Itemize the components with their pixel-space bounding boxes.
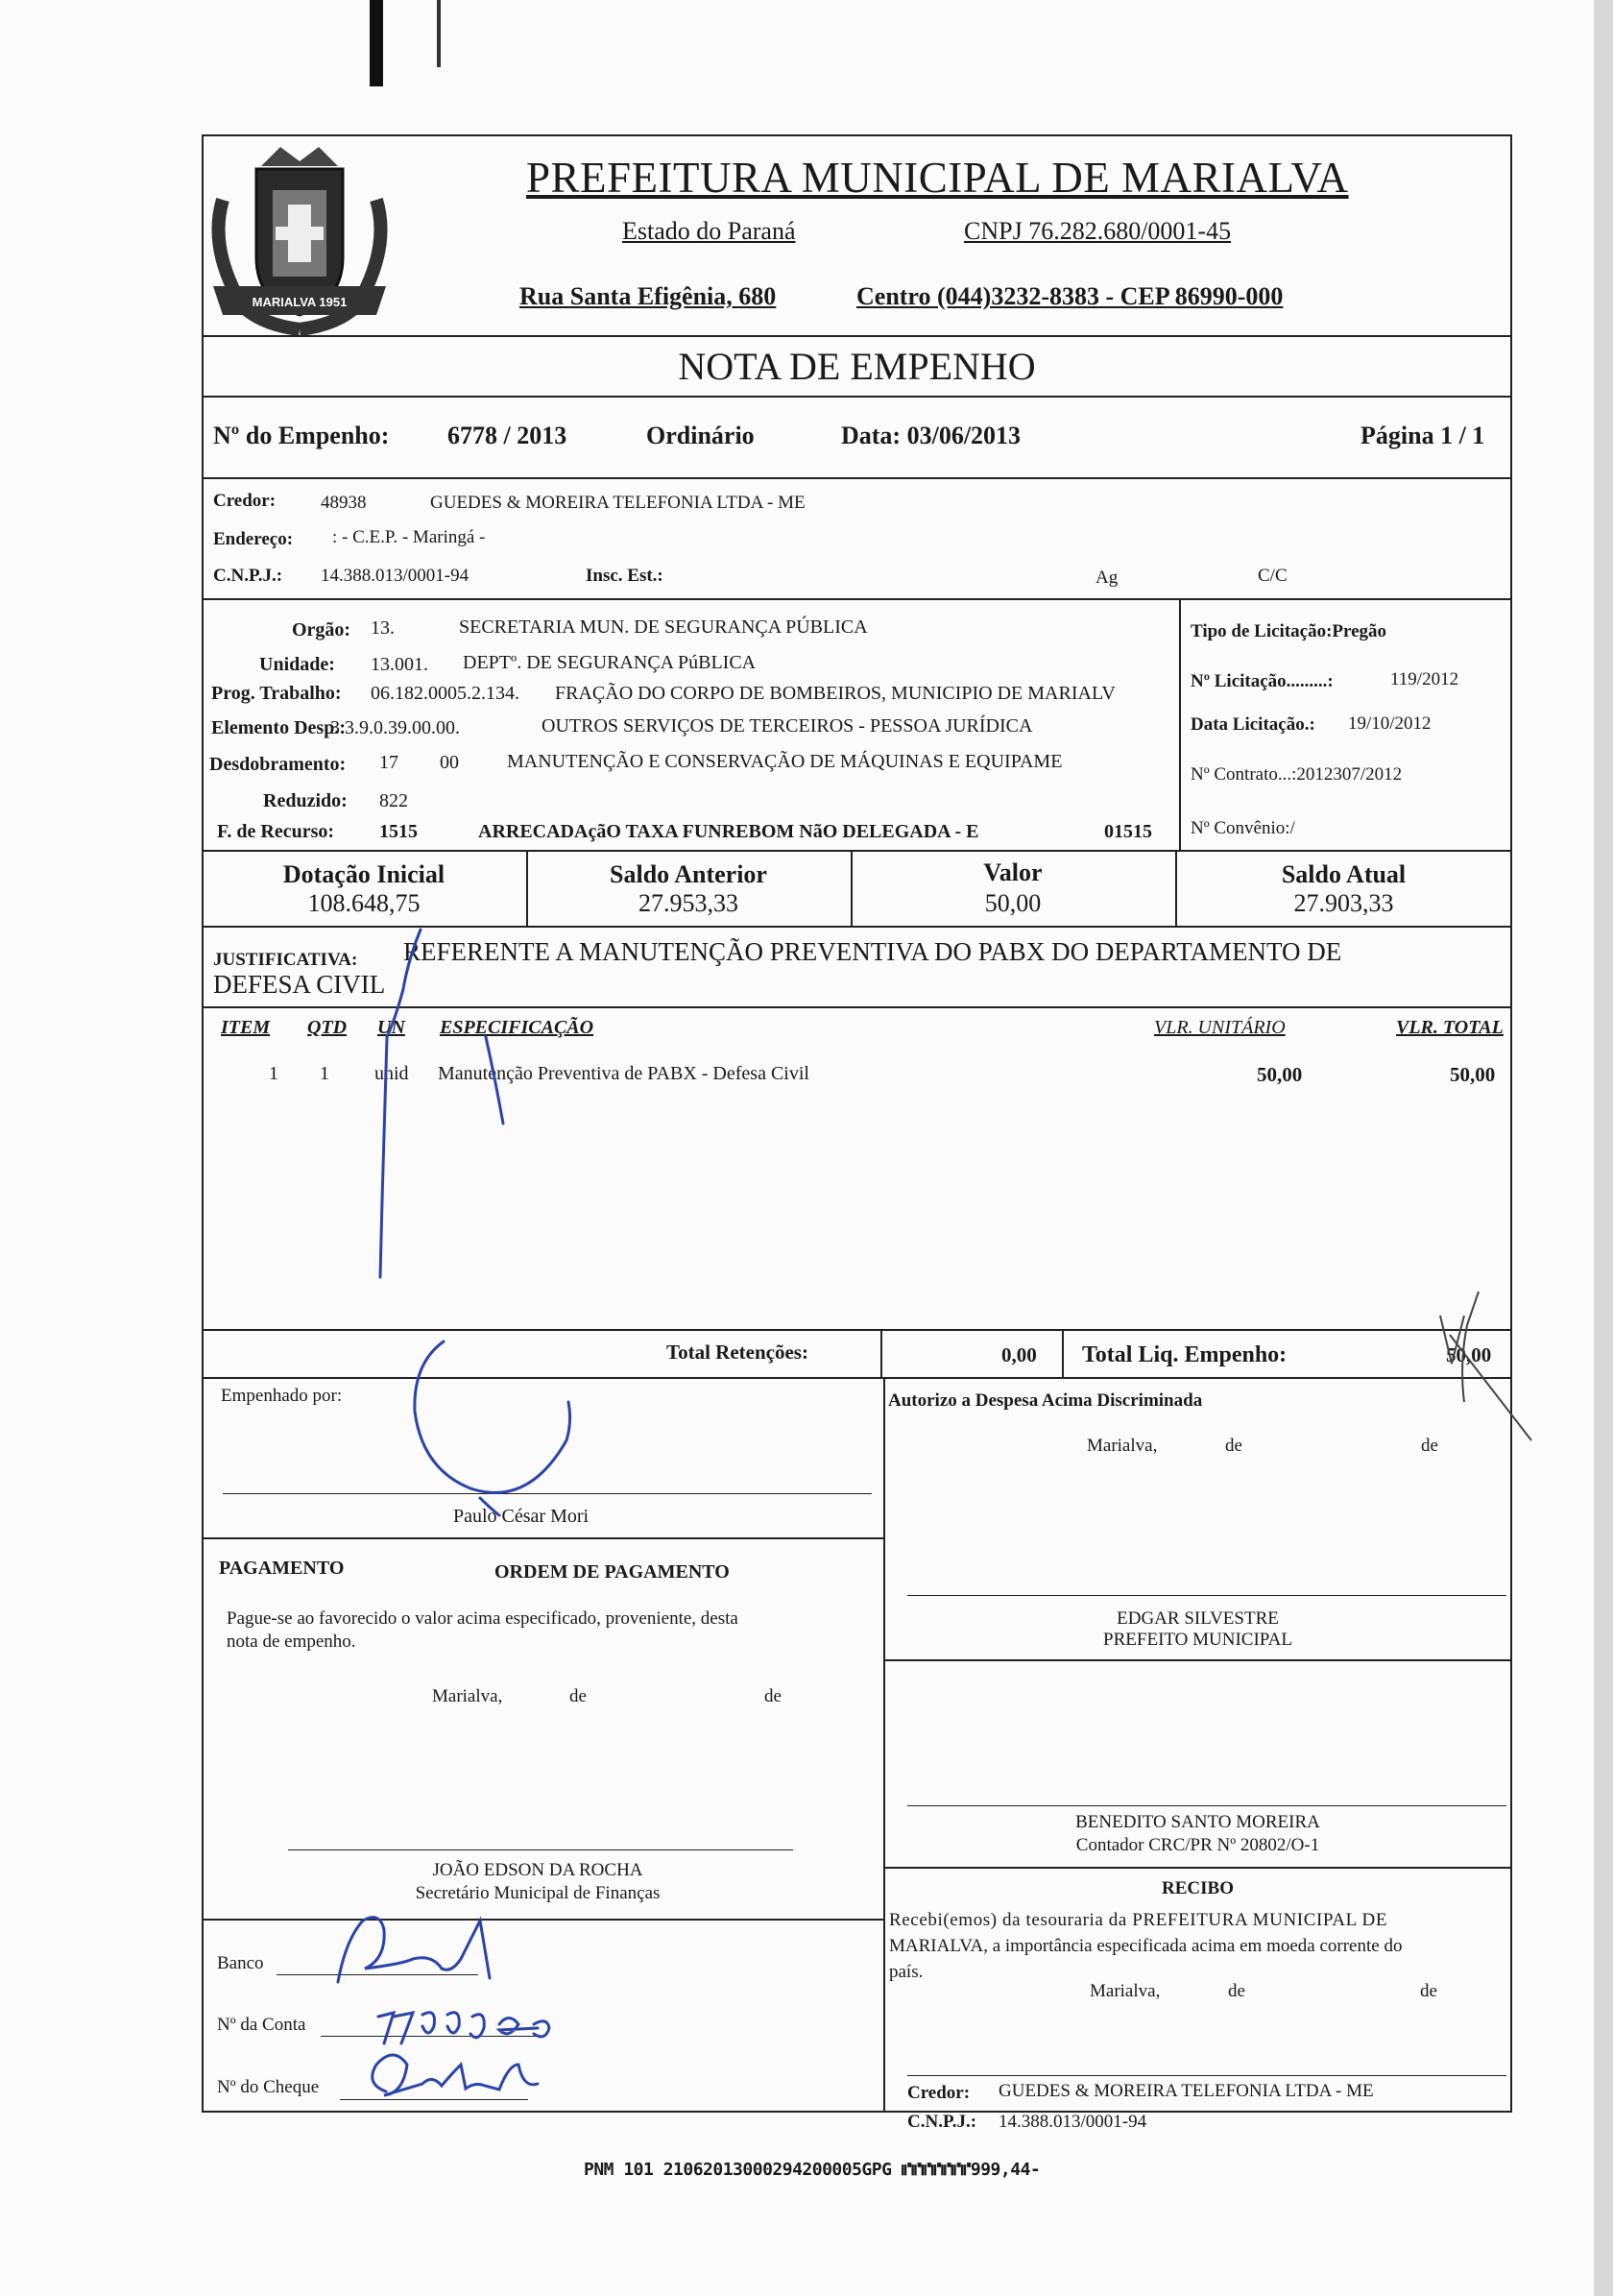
fonte-value: ARRECADAçãO TAXA FUNREBOM NãO DELEGADA - E (478, 821, 979, 842)
item-unit: 50,00 (1257, 1063, 1303, 1086)
credor-cnpj-label: C.N.P.J.: (213, 566, 283, 586)
recibo-label: RECIBO (1162, 1878, 1234, 1898)
desdobramento-code: 17 (379, 752, 398, 773)
elemento-code: 3.3.9.0.39.00.00. (330, 717, 460, 738)
saldo-anterior-label: Saldo Anterior (610, 860, 767, 888)
orgao-code: 13. (371, 617, 395, 639)
unidade-code: 13.001. (371, 654, 428, 675)
desdobramento-code2: 00 (440, 752, 459, 773)
elemento-value: OUTROS SERVIÇOS DE TERCEIROS - PESSOA JURÍDICA (542, 715, 1033, 737)
ag-label: Ag (1095, 568, 1119, 588)
header-cnpj: CNPJ 76.282.680/0001-45 (964, 217, 1232, 245)
saldo-atual-label: Saldo Atual (1281, 860, 1407, 888)
autorizo-de2: de (1421, 1436, 1438, 1456)
credor-cnpj: 14.388.013/0001-94 (321, 566, 469, 586)
credor-code: 48938 (321, 493, 367, 513)
item-especificacao: Manutenção Preventiva de PABX - Defesa Civil (438, 1063, 809, 1084)
logo-text: MARIALVA 1951 (252, 295, 348, 309)
pagamento-label: PAGAMENTO (219, 1558, 345, 1579)
empenho-date: Data: 03/06/2013 (841, 422, 1022, 449)
contador-title: Contador CRC/PR Nº 20802/O-1 (1075, 1835, 1320, 1855)
pagamento-text1: Pague-se ao favorecido o valor acima especificado, proveniente, desta (227, 1608, 738, 1629)
secretario-title: Secretário Municipal de Finanças (415, 1883, 661, 1903)
empenhado-name: Paulo César Mori (453, 1506, 590, 1527)
fonte-code2: 01515 (1104, 821, 1152, 842)
recibo-de2: de (1420, 1981, 1437, 2001)
justificativa-line1: REFERENTE A MANUTENÇÃO PREVENTIVA DO PABX DO DEPARTAMENTO DE (403, 937, 1342, 966)
licitacao-data: 19/10/2012 (1348, 713, 1432, 734)
endereco-label: Endereço: (213, 529, 294, 549)
prog-value: FRAÇÃO DO CORPO DE BOMBEIROS, MUNICIPIO DE MARIALV (555, 683, 1116, 704)
total-liq-value: 50,00 (1446, 1343, 1492, 1366)
saldo-anterior-value: 27.953,33 (638, 889, 738, 917)
autorizo-city: Marialva, (1087, 1436, 1158, 1456)
justificativa-label: JUSTIFICATIVA: (213, 950, 358, 970)
contrato: Nº Contrato...:2012307/2012 (1191, 764, 1403, 785)
col-vlr-unitario: VLR. UNITÁRIO (1154, 1017, 1286, 1038)
licitacao-tipo: Tipo de Licitação:Pregão (1191, 621, 1387, 641)
orgao-value: SECRETARIA MUN. DE SEGURANÇA PÚBLICA (459, 616, 868, 638)
endereco-value: : - C.E.P. - Maringá - (332, 527, 486, 547)
header-address: Rua Santa Efigênia, 680 (519, 282, 777, 310)
valor-label: Valor (983, 858, 1043, 886)
recibo-city: Marialva, (1090, 1981, 1161, 2001)
doc-title: NOTA DE EMPENHO (678, 345, 1036, 388)
licitacao-numero: 119/2012 (1390, 669, 1459, 689)
autorizo-label: Autorizo a Despesa Acima Discriminada (888, 1390, 1203, 1411)
licitacao-data-label: Data Licitação.: (1191, 714, 1315, 735)
pagamento-text2: nota de empenho. (227, 1631, 356, 1652)
elemento-label: Elemento Desp.: (211, 717, 346, 738)
cc-label: C/C (1258, 566, 1288, 586)
col-un: UN (377, 1017, 405, 1038)
banco-label: Banco (217, 1953, 264, 1973)
recibo-cnpj-label: C.N.P.J.: (907, 2112, 977, 2132)
desdobramento-value: MANUTENÇÃO E CONSERVAÇÃO DE MÁQUINAS E EQUIPAME (507, 751, 1063, 772)
col-qtd: QTD (307, 1017, 348, 1038)
unidade-label: Unidade: (259, 654, 335, 675)
contador-name: BENEDITO SANTO MOREIRA (1075, 1812, 1320, 1832)
dotacao-value: 108.648,75 (307, 889, 421, 917)
empenho-label: Nº do Empenho: (213, 422, 390, 449)
item-number: 1 (269, 1063, 278, 1084)
valor-value: 50,00 (984, 889, 1042, 917)
pagamento-city: Marialva, (432, 1686, 503, 1706)
mayor-name: EDGAR SILVESTRE (1117, 1608, 1279, 1629)
desdobramento-label: Desdobramento: (209, 754, 347, 775)
item-un: unid (374, 1063, 409, 1084)
credor-name: GUEDES & MOREIRA TELEFONIA LTDA - ME (430, 493, 806, 513)
saldo-atual-value: 27.903,33 (1293, 889, 1394, 917)
ordem-pagamento-label: ORDEM DE PAGAMENTO (494, 1561, 730, 1583)
convenio: Nº Convênio:/ (1191, 818, 1295, 838)
recibo-text3: país. (889, 1962, 924, 1982)
credor-label: Credor: (213, 491, 277, 511)
fonte-code: 1515 (379, 821, 418, 842)
pagamento-de1: de (569, 1686, 587, 1706)
empenho-type: Ordinário (646, 422, 755, 449)
reduzido-label: Reduzido: (263, 790, 348, 811)
col-item: ITEM (221, 1017, 271, 1038)
justificativa-line2: DEFESA CIVIL (213, 970, 386, 999)
mayor-title: PREFEITO MUNICIPAL (1103, 1630, 1292, 1650)
cheque-label: Nº do Cheque (217, 2077, 320, 2097)
licitacao-numero-label: Nº Licitação.........: (1191, 671, 1334, 691)
prog-code: 06.182.0005.2.134. (371, 683, 519, 704)
header-state: Estado do Paraná (622, 217, 796, 245)
empenhado-label: Empenhado por: (221, 1386, 343, 1406)
recibo-credor: GUEDES & MOREIRA TELEFONIA LTDA - ME (999, 2081, 1374, 2101)
retencoes-value: 0,00 (1001, 1343, 1037, 1366)
retencoes-label: Total Retenções: (666, 1341, 808, 1364)
dotacao-label: Dotação Inicial (282, 860, 445, 888)
recibo-credor-label: Credor: (907, 2083, 971, 2103)
total-liq-label: Total Liq. Empenho: (1082, 1342, 1288, 1367)
recibo-text2: MARIALVA, a importância especificada acima em moeda corrente do (889, 1936, 1403, 1956)
micr-line: PNM 101 21062013000294200005GPG ⑈⑈⑈⑈⑈⑈⑈999,44- (584, 2160, 1041, 2180)
pagamento-de2: de (764, 1686, 782, 1706)
conta-label: Nº da Conta (217, 2015, 306, 2035)
fonte-label: F. de Recurso: (217, 821, 335, 842)
reduzido-value: 822 (379, 790, 408, 811)
insc-est-label: Insc. Est.: (586, 566, 663, 586)
col-vlr-total: VLR. TOTAL (1396, 1017, 1504, 1038)
prog-label: Prog. Trabalho: (211, 683, 342, 704)
unidade-value: DEPTº. DE SEGURANÇA PúBLICA (463, 652, 757, 673)
page-indicator: Página 1 / 1 (1360, 422, 1485, 449)
item-qtd: 1 (320, 1063, 329, 1084)
recibo-cnpj: 14.388.013/0001-94 (999, 2112, 1147, 2132)
secretario-name: JOÃO EDSON DA ROCHA (432, 1860, 643, 1880)
header-title: PREFEITURA MUNICIPAL DE MARIALVA (526, 154, 1349, 202)
item-total: 50,00 (1450, 1063, 1496, 1086)
recibo-de1: de (1228, 1981, 1245, 2001)
header-address2: Centro (044)3232-8383 - CEP 86990-000 (856, 282, 1284, 310)
empenho-number: 6778 / 2013 (447, 422, 567, 449)
orgao-label: Orgão: (292, 619, 351, 640)
recibo-text1: Recebi(emos) da tesouraria da PREFEITURA MUNICIPAL DE (889, 1910, 1388, 1930)
autorizo-de1: de (1225, 1436, 1242, 1456)
col-especificacao: ESPECIFICAÇÃO (440, 1017, 594, 1038)
